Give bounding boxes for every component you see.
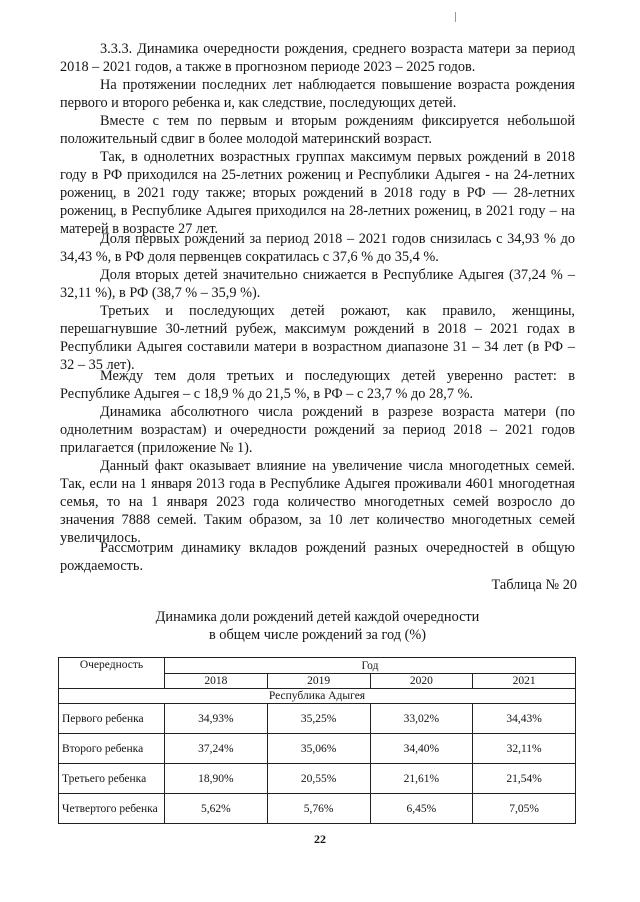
table-caption-line-1: Динамика доли рождений детей каждой очередности [155,609,480,625]
table-cell: 20,55% [267,764,370,794]
table-cell: 35,25% [267,704,370,734]
paragraph: Так, в однолетних возрастных группах максимум первых рождений в 2018 году в РФ приходился на 25-летних рожениц и Республики Адыгея - на 24-летних рожениц, в 2021 году также; вторых рождений в 2018 году в РФ — 28-летних рожениц, в Республике Адыгея приходился на 28-летних рожениц, в 2021 году – на матерей в возрасте 27 лет. [60,149,575,238]
paragraph: Между тем доля третьих и последующих детей уверенно растет: в Республике Адыгея – с 18,9 % до 21,5 %, в РФ – с 23,7 % до 28,7 %. [60,368,575,403]
table-cell: 34,43% [473,704,576,734]
paragraph: На протяжении последних лет наблюдается повышение возраста рождения первого и второго ребенка и, как следствие, последующих детей. [60,77,575,112]
table-cell: 34,93% [165,704,268,734]
table-number: Таблица № 20 [491,577,577,593]
table-cell: 7,05% [473,794,576,824]
year-header: 2020 [370,674,473,689]
table-row [59,794,576,824]
paragraph-section-heading: 3.3.3. Динамика очередности рождения, среднего возраста матери за период 2018 – 2021 годов, а также в прогнозном периоде 2023 – 2025 годов. [60,41,575,76]
paragraph: Вместе с тем по первым и вторым рождениям фиксируется небольшой положительный сдвиг в более молодой материнский возраст. [60,113,575,148]
table-cell: 5,76% [267,794,370,824]
table-row [59,734,576,764]
table-cell: 5,62% [165,794,268,824]
row-label: Первого ребенка [59,704,165,734]
table-row [59,704,576,734]
year-header: 2019 [267,674,370,689]
birth-order-table [58,657,576,824]
region-row: Республика Адыгея [59,689,576,704]
table-cell: 33,02% [370,704,473,734]
year-header: 2021 [473,674,576,689]
row-label: Третьего ребенка [59,764,165,794]
year-header: 2018 [165,674,268,689]
table-cell: 37,24% [165,734,268,764]
table-cell: 35,06% [267,734,370,764]
table-cell: 6,45% [370,794,473,824]
table-cell: 18,90% [165,764,268,794]
table-cell: 34,40% [370,734,473,764]
paragraph: Доля первых рождений за период 2018 – 2021 годов снизилась с 34,93 % до 34,43 %, в РФ доля первенцев сократилась с 37,6 % до 35,4 %. [60,231,575,266]
scan-mark [455,12,456,22]
paragraph: Данный факт оказывает влияние на увеличение числа многодетных семей. Так, если на 1 января 2013 года в Республике Адыгея проживали 4601 многодетная семья, то на 1 января 2023 года количество многодетных семей возросло до значения 7888 семей. Таким образом, за 10 лет количество многодетных семей увеличилось. [60,458,575,547]
column-header-order: Очередность [59,658,165,689]
table-cell: 32,11% [473,734,576,764]
paragraph: Третьих и последующих детей рожают, как правило, женщины, перешагнувшие 30-летний рубеж, максимум рождений в 2018 – 2021 годах в Республики Адыгея составили матери в возрастном диапазоне 31 – 34 лет (в РФ – 32 – 35 лет). [60,303,575,374]
row-label: Четвертого ребенка [59,794,165,824]
paragraph: Доля вторых детей значительно снижается в Республике Адыгея (37,24 % – 32,11 %), в РФ (38,7 % – 35,9 %). [60,267,575,302]
page-number: 22 [314,832,326,846]
table-row [59,764,576,794]
row-label: Второго ребенка [59,734,165,764]
column-header-year: Год [165,658,576,674]
paragraph: Рассмотрим динамику вкладов рождений разных очередностей в общую рождаемость. [60,540,575,575]
table-cell: 21,61% [370,764,473,794]
table-caption-line-2: в общем числе рождений за год (%) [208,627,427,643]
table-cell: 21,54% [473,764,576,794]
paragraph: Динамика абсолютного числа рождений в разрезе возраста матери (по однолетним возрастам) и очередности рождений за период 2018 – 2021 годов прилагается (приложение № 1). [60,404,575,457]
